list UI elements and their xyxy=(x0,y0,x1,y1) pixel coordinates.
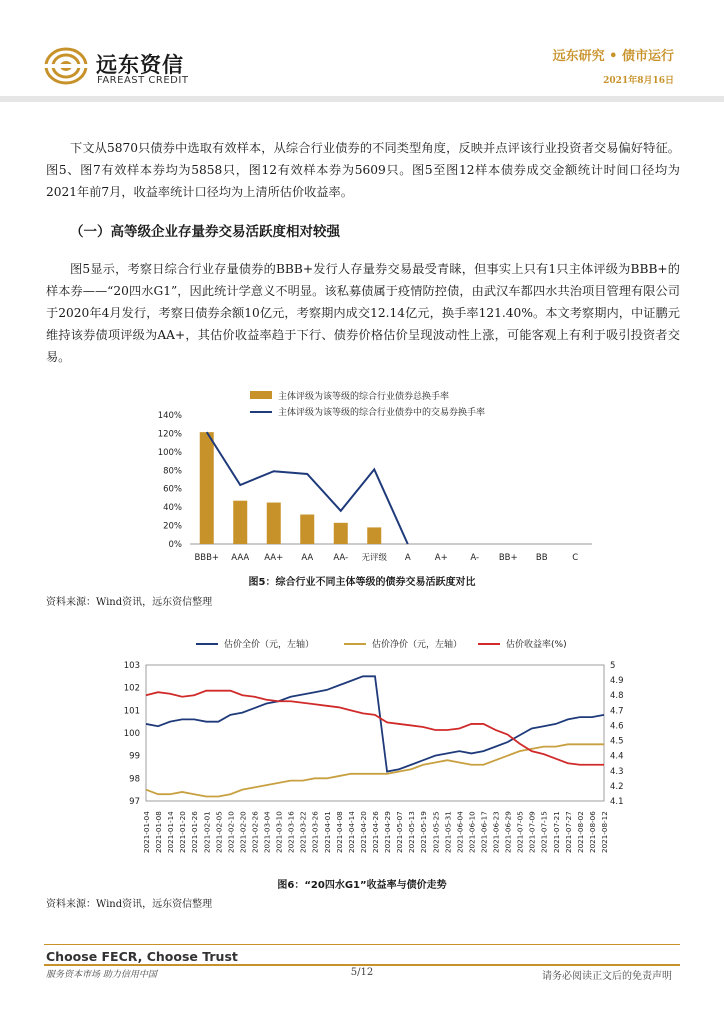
y-left-tick-label: 98 xyxy=(129,774,140,785)
x-tick-label: A+ xyxy=(434,553,448,563)
figure6-caption: 图6：“20四水G1”收益率与债价走势 xyxy=(277,880,447,891)
x-tick-label: 2021-05-31 xyxy=(443,811,453,853)
y-left-tick-label: 103 xyxy=(123,661,140,671)
y-left-tick-label: 102 xyxy=(123,683,140,694)
x-tick-label: 2021-06-17 xyxy=(479,811,489,853)
footer-motto: 服务资本市场 助力信用中国 xyxy=(46,970,157,980)
x-tick-label: 2021-06-23 xyxy=(491,811,501,853)
page-header xyxy=(0,0,724,104)
x-tick-label: A- xyxy=(470,553,480,563)
paragraph-intro: 下文从5870只债券中选取有效样本，从综合行业债券的不同类型角度，反映并点评该行业投资者交易偏好特征。图5、图7有效样本券均为5858只，图12有效样本券为5609只。图5至图12样本债券成交金额统计时间口径均为2021年前7月，收益率统计口径均为上清所估价收益率。 xyxy=(46,141,680,199)
x-tick-label: 2021-02-01 xyxy=(202,811,212,853)
x-tick-label: 2021-04-14 xyxy=(346,811,356,853)
logo-english-name: FAREAST CREDIT xyxy=(97,75,189,86)
x-tick-label: 2021-01-04 xyxy=(142,811,151,853)
x-tick-label: 无评级 xyxy=(361,553,388,563)
figure5-chart xyxy=(0,380,724,580)
x-tick-label: 2021-08-02 xyxy=(575,811,585,853)
x-tick-label: 2021-04-20 xyxy=(358,811,368,853)
x-tick-label: BB xyxy=(535,553,548,563)
y-left-tick-label: 100 xyxy=(123,729,140,739)
header-divider xyxy=(0,96,724,102)
x-tick-label: 2021-06-04 xyxy=(455,811,465,853)
x-tick-label: 2021-01-20 xyxy=(178,811,188,853)
legend-label-traded-turnover: 主体评级为该等级的综合行业债券中的交易券换手率 xyxy=(278,408,486,418)
y-tick-label: 80% xyxy=(163,466,182,477)
x-tick-label: 2021-06-29 xyxy=(503,811,513,853)
x-tick-label: 2021-02-26 xyxy=(250,811,260,853)
page-number: 5/12 xyxy=(350,967,374,978)
figure5-source: 资料来源：Wind资讯，远东资信整理 xyxy=(46,597,213,608)
logo-chinese-name: 远东资信 xyxy=(96,53,184,77)
x-tick-label: AAA xyxy=(231,553,250,563)
y-tick-label: 60% xyxy=(163,484,182,495)
x-tick-label: 2021-01-26 xyxy=(190,811,200,853)
x-tick-label: 2021-05-13 xyxy=(407,811,417,853)
x-tick-label: BBB+ xyxy=(194,553,220,563)
x-tick-label: 2021-07-15 xyxy=(539,811,549,853)
report-series: 远东研究 • 债市运行 xyxy=(552,49,674,64)
y-right-tick-label: 4.6 xyxy=(610,721,624,732)
x-tick-label: 2021-08-06 xyxy=(587,811,597,853)
x-tick-label: 2021-04-29 xyxy=(383,811,393,853)
x-tick-label: 2021-06-10 xyxy=(467,811,477,853)
y-right-tick-label: 4.2 xyxy=(610,781,624,792)
y-right-tick-label: 5 xyxy=(610,661,616,671)
x-tick-label: AA+ xyxy=(264,553,284,563)
x-tick-label: 2021-03-10 xyxy=(274,811,284,853)
section-heading: （一）高等级企业存量券交易活跃度相对较强 xyxy=(70,224,340,240)
figure6-source: 资料来源：Wind资讯，远东资信整理 xyxy=(46,899,213,910)
x-tick-label: 2021-03-16 xyxy=(286,811,296,853)
y-left-tick-label: 99 xyxy=(129,751,140,762)
legend-label-0: 估价全价（元，左轴） xyxy=(224,640,315,650)
paragraph-figure5-analysis: 图5显示，考察日综合行业存量债券的BBB+发行人存量券交易最受青睐，但事实上只有1只主体评级为BBB+的样本券——“20四水G1”，因此统计学意义不明显。该私募债属于疫情防控债，由武汉车都四水共治项目管理有限公司于2020年4月发行，考察日债券余额10亿元，考察期内成交12.14亿元，换手率121.40%。本文考察期内，中证鹏元维持该券债项评级为AA+，其估价收益率趋于下行、债券价格估价呈现波动性上涨，可能客观上有利于吸引投资者交易。 xyxy=(46,262,680,364)
bar-BBB+ xyxy=(200,432,214,544)
bar-AA- xyxy=(334,523,348,544)
y-right-tick-label: 4.8 xyxy=(610,691,624,702)
x-tick-label: 2021-03-26 xyxy=(310,811,320,853)
y-right-tick-label: 4.5 xyxy=(610,736,624,747)
fareast-logo-icon xyxy=(44,46,88,86)
x-tick-label: 2021-03-22 xyxy=(298,811,308,853)
legend-label-1: 估价净价（元，左轴） xyxy=(372,640,463,650)
bar-AAA xyxy=(233,501,247,544)
y-tick-label: 40% xyxy=(163,503,182,514)
x-tick-label: AA- xyxy=(333,553,349,563)
y-tick-label: 0% xyxy=(168,540,182,550)
footer-bar xyxy=(44,964,680,966)
bar-AA+ xyxy=(267,503,281,544)
x-tick-label: 2021-02-05 xyxy=(214,811,224,853)
x-tick-label: 2021-02-10 xyxy=(226,811,236,853)
x-tick-label: 2021-04-08 xyxy=(334,811,344,853)
x-tick-label: 2021-04-01 xyxy=(322,811,332,853)
figure6-chart xyxy=(0,632,724,872)
x-tick-label: 2021-03-04 xyxy=(262,811,272,853)
figure5-caption: 图5：综合行业不同主体等级的债券交易活跃度对比 xyxy=(248,577,476,588)
footer-disclaimer: 请务必阅读正文后的免责声明 xyxy=(542,971,672,982)
x-tick-label: 2021-07-05 xyxy=(515,811,525,853)
x-tick-label: 2021-01-08 xyxy=(154,811,164,853)
x-tick-label: BB+ xyxy=(498,553,518,563)
footer-rule xyxy=(44,944,680,945)
legend-swatch-total-turnover xyxy=(250,391,272,399)
x-tick-label: 2021-02-20 xyxy=(238,811,248,853)
y-right-tick-label: 4.3 xyxy=(610,766,624,777)
x-tick-label: C xyxy=(572,553,579,563)
x-tick-label: 2021-07-09 xyxy=(527,811,537,853)
y-right-tick-label: 4.1 xyxy=(610,797,624,807)
y-tick-label: 140% xyxy=(157,411,182,421)
x-tick-label: 2021-05-07 xyxy=(395,811,405,853)
x-tick-label: 2021-05-19 xyxy=(419,811,429,853)
x-tick-label: 2021-07-21 xyxy=(551,811,561,853)
x-tick-label: 2021-07-27 xyxy=(563,811,573,853)
y-right-tick-label: 4.4 xyxy=(610,751,624,762)
x-tick-label: A xyxy=(404,553,411,563)
y-left-tick-label: 97 xyxy=(129,797,140,807)
bar-无评级 xyxy=(367,527,381,544)
y-tick-label: 100% xyxy=(157,447,182,458)
x-tick-label: 2021-05-25 xyxy=(431,811,441,853)
plot-frame xyxy=(146,665,604,801)
footer-slogan: Choose FECR, Choose Trust xyxy=(46,949,238,964)
y-right-tick-label: 4.9 xyxy=(610,676,624,687)
y-right-tick-label: 4.7 xyxy=(610,706,624,717)
legend-label-2: 估价收益率(%) xyxy=(506,640,567,650)
report-date: 2021年8月16日 xyxy=(603,76,674,86)
y-tick-label: 120% xyxy=(157,429,182,440)
y-left-tick-label: 101 xyxy=(123,706,140,717)
x-tick-label: 2021-04-26 xyxy=(371,811,380,853)
x-tick-label: 2021-08-12 xyxy=(600,811,609,853)
y-tick-label: 20% xyxy=(163,521,182,532)
bar-AA xyxy=(300,515,314,544)
x-tick-label: AA xyxy=(301,553,314,563)
legend-label-total-turnover: 主体评级为该等级的综合行业债券总换手率 xyxy=(278,392,450,402)
x-tick-label: 2021-01-14 xyxy=(166,811,176,853)
